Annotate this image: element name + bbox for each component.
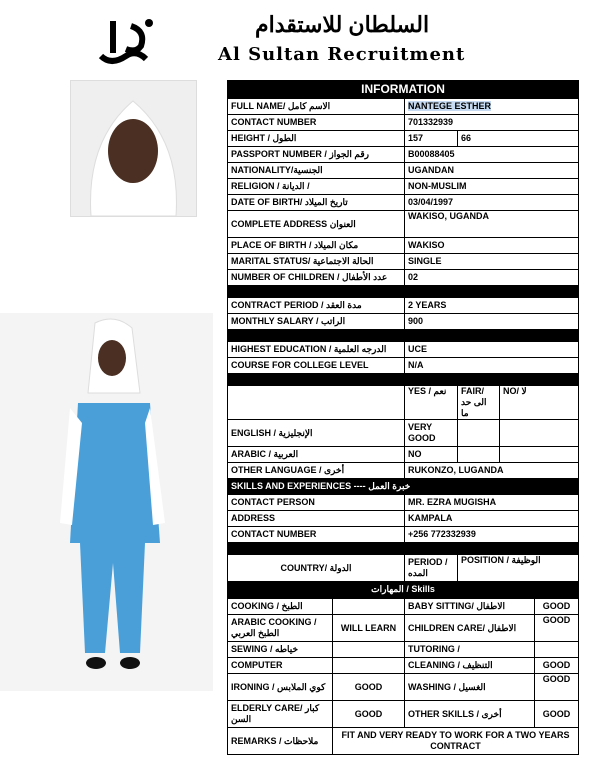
elderly-care-label: ELDERLY CARE/ كبار السن bbox=[228, 701, 333, 728]
other-skills-value: GOOD bbox=[535, 701, 579, 728]
sewing-label: SEWING / خياطه bbox=[228, 642, 333, 658]
arabic-cooking-value: WILL LEARN bbox=[333, 615, 405, 642]
lang-fair-label: FAIR/ الى حد ما bbox=[458, 386, 500, 420]
english-label: ENGLISH / الإنجليزية bbox=[228, 420, 405, 447]
children-value: 02 bbox=[405, 270, 579, 286]
course-value: N/A bbox=[405, 358, 579, 374]
nationality-label: NATIONALITY/الجنسية bbox=[228, 163, 405, 179]
course-label: COURSE FOR COLLEGE LEVEL bbox=[228, 358, 405, 374]
children-care-value: GOOD bbox=[535, 615, 579, 642]
full-name-label: FULL NAME/ الاسم كامل bbox=[228, 99, 405, 115]
other-language-label: OTHER LANGUAGE / أخرى bbox=[228, 463, 405, 479]
arabic-label: ARABIC / العربية bbox=[228, 447, 405, 463]
address-value: WAKISO, UGANDA bbox=[405, 211, 579, 238]
exp-address-value: KAMPALA bbox=[405, 511, 579, 527]
other-language-value: RUKONZO, LUGANDA bbox=[405, 463, 579, 479]
full-name-highlight: NANTEGE ESTHER bbox=[408, 101, 492, 111]
english-no bbox=[500, 420, 579, 447]
logo bbox=[90, 10, 162, 72]
information-form bbox=[227, 80, 578, 759]
passport-value: B00088405 bbox=[405, 147, 579, 163]
salary-label: MONTHLY SALARY / الراتب bbox=[228, 314, 405, 330]
header bbox=[0, 0, 600, 80]
computer-label: COMPUTER bbox=[228, 658, 333, 674]
info-title: INFORMATION bbox=[228, 81, 579, 99]
ironing-label: IRONING / كوي الملابس bbox=[228, 674, 333, 701]
computer-value bbox=[333, 658, 405, 674]
washing-value: GOOD bbox=[535, 674, 579, 701]
divider bbox=[228, 286, 579, 298]
exp-address-label: ADDRESS bbox=[228, 511, 405, 527]
children-care-label: CHILDREN CARE/ الاطفال bbox=[405, 615, 535, 642]
full-body-photo bbox=[0, 313, 213, 691]
skills-experience-title: SKILLS AND EXPERIENCES ---- خبرة العمل bbox=[228, 479, 579, 495]
baby-sitting-value: GOOD bbox=[535, 599, 579, 615]
remarks-label: REMARKS / ملاحظات bbox=[228, 728, 333, 755]
address-label: COMPLETE ADDRESS العنوان bbox=[228, 211, 405, 238]
height-value: 157 bbox=[405, 131, 458, 147]
contract-period-value: 2 YEARS bbox=[405, 298, 579, 314]
arabic-fair bbox=[458, 447, 500, 463]
arabic-value: NO bbox=[405, 447, 458, 463]
cooking-label: COOKING / الطبخ bbox=[228, 599, 333, 615]
passport-label: PASSPORT NUMBER / رقم الجواز bbox=[228, 147, 405, 163]
portrait-photo bbox=[70, 80, 197, 217]
other-skills-label: OTHER SKILLS / أخرى bbox=[405, 701, 535, 728]
religion-label: RELIGION / الديانة / bbox=[228, 179, 405, 195]
contact-number-value: 701332939 bbox=[405, 115, 579, 131]
height-label: HEIGHT / الطول bbox=[228, 131, 405, 147]
education-label: HIGHEST EDUCATION / الدرجه العلمية bbox=[228, 342, 405, 358]
religion-value: NON-MUSLIM bbox=[405, 179, 579, 195]
remarks-value: FIT AND VERY READY TO WORK FOR A TWO YEARS CONTRACT bbox=[333, 728, 579, 755]
ironing-value: GOOD bbox=[333, 674, 405, 701]
cleaning-label: CLEANING / التنظيف bbox=[405, 658, 535, 674]
dob-label: DATE OF BIRTH/ تاريخ الميلاد bbox=[228, 195, 405, 211]
english-fair bbox=[458, 420, 500, 447]
lang-yes-label: YES / نعم bbox=[405, 386, 458, 420]
weight-value: 66 bbox=[458, 131, 579, 147]
divider bbox=[228, 330, 579, 342]
logo-icon bbox=[91, 11, 161, 71]
contact-person-label: CONTACT PERSON bbox=[228, 495, 405, 511]
full-name-value bbox=[405, 99, 579, 115]
salary-value: 900 bbox=[405, 314, 579, 330]
brand-arabic: السلطان للاستقدام bbox=[255, 12, 430, 37]
country-label: COUNTRY/ الدولة bbox=[228, 555, 405, 582]
pob-value: WAKISO bbox=[405, 238, 579, 254]
contact-number-label: CONTACT NUMBER bbox=[228, 115, 405, 131]
cooking-value bbox=[333, 599, 405, 615]
exp-contact-number-value: +256 772332939 bbox=[405, 527, 579, 543]
washing-label: WASHING / الغسيل bbox=[405, 674, 535, 701]
brand-english: Al Sultan Recruitment bbox=[218, 44, 466, 65]
language-header-blank bbox=[228, 386, 405, 420]
arabic-no bbox=[500, 447, 579, 463]
contact-person-value: MR. EZRA MUGISHA bbox=[405, 495, 579, 511]
nationality-value: UGANDAN bbox=[405, 163, 579, 179]
sewing-value bbox=[333, 642, 405, 658]
divider bbox=[228, 543, 579, 555]
divider bbox=[228, 374, 579, 386]
lang-no-label: NO/ لا bbox=[500, 386, 579, 420]
dob-value: 03/04/1997 bbox=[405, 195, 579, 211]
tutoring-label: TUTORING / bbox=[405, 642, 535, 658]
marital-value: SINGLE bbox=[405, 254, 579, 270]
pob-label: PLACE OF BIRTH / مكان الميلاد bbox=[228, 238, 405, 254]
tutoring-value bbox=[535, 642, 579, 658]
position-label: POSITION / الوظيفة bbox=[458, 555, 579, 582]
exp-contact-number-label: CONTACT NUMBER bbox=[228, 527, 405, 543]
english-value: VERY GOOD bbox=[405, 420, 458, 447]
period-label: PERIOD / المده bbox=[405, 555, 458, 582]
contract-period-label: CONTRACT PERIOD / مدة العقد bbox=[228, 298, 405, 314]
baby-sitting-label: BABY SITTING/ الاطفال bbox=[405, 599, 535, 615]
education-value: UCE bbox=[405, 342, 579, 358]
children-label: NUMBER OF CHILDREN / عدد الأطفال bbox=[228, 270, 405, 286]
skills-title: المهارات / Skills bbox=[228, 582, 579, 598]
elderly-care-value: GOOD bbox=[333, 701, 405, 728]
cleaning-value: GOOD bbox=[535, 658, 579, 674]
arabic-cooking-label: ARABIC COOKING / الطبخ العربي bbox=[228, 615, 333, 642]
marital-label: MARITAL STATUS/ الحالة الاجتماعية bbox=[228, 254, 405, 270]
